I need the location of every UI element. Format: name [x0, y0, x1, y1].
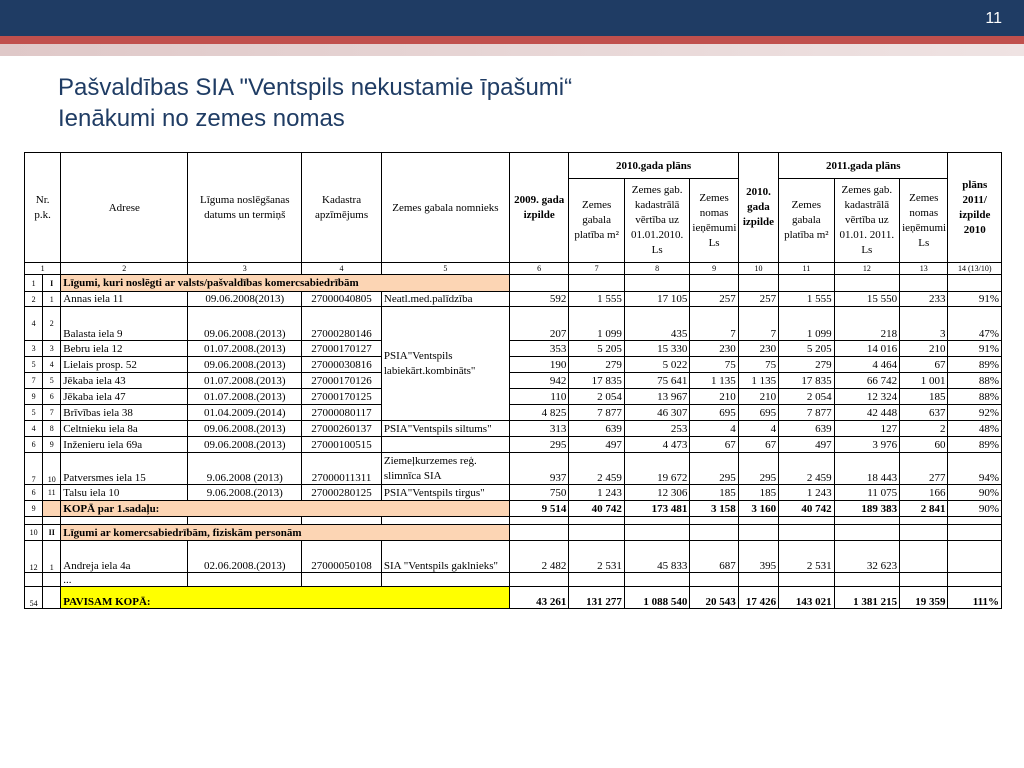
colnum: 11: [779, 263, 834, 275]
cell-kadastra: 27000260137: [302, 421, 382, 437]
cell-value: 639: [779, 421, 834, 437]
section-row-1: [25, 275, 1002, 292]
slide-title: [58, 72, 572, 134]
cell-adrese: Inženieru iela 69a: [61, 437, 188, 453]
cell-value: 17 835: [569, 373, 624, 389]
total-label: PAVISAM KOPĀ:: [61, 587, 510, 609]
cell-value: 4: [690, 421, 738, 437]
cell-kadastra: 27000170127: [302, 341, 382, 357]
accent-stripe: [0, 36, 1024, 44]
spacer-row: [25, 517, 1002, 525]
row-index: 7: [25, 373, 43, 389]
cell-value: 90%: [948, 485, 1002, 501]
cell-value: 279: [779, 357, 834, 373]
cell-value: 190: [509, 357, 568, 373]
cell-adrese: Brīvības iela 38: [61, 405, 188, 421]
cell-value: 91%: [948, 341, 1002, 357]
cell-value: 313: [509, 421, 568, 437]
cell-value: 75: [690, 357, 738, 373]
cell-value: 75 641: [624, 373, 690, 389]
cell-value: 88%: [948, 373, 1002, 389]
cell-value: 2 531: [569, 541, 624, 573]
table-row: [25, 485, 1002, 501]
subtotal-row: [25, 501, 1002, 517]
total-row: [25, 587, 1002, 609]
cell-value: 110: [509, 389, 568, 405]
cell-value: 1 555: [779, 292, 834, 307]
cell-liguma: 9.06.2008 (2013): [188, 453, 302, 485]
header-plans-ratio: plāns 2011/ izpilde 2010: [948, 153, 1002, 263]
row-index: 3: [25, 341, 43, 357]
ellipsis-text: ...: [61, 573, 188, 587]
cell-value: 639: [569, 421, 624, 437]
cell-value: 60: [900, 437, 948, 453]
cell-value: 497: [569, 437, 624, 453]
colnum: 7: [569, 263, 624, 275]
row-number: 1: [43, 541, 61, 573]
cell-value: 353: [509, 341, 568, 357]
header-nomnieks: Zemes gabala nomnieks: [381, 153, 509, 263]
cell-nomnieks: Ziemeļkurzemes reģ. slimnīca SIA: [381, 453, 509, 485]
row-index: 9: [25, 501, 43, 517]
cell-value: 15 550: [834, 292, 900, 307]
cell-value: 40 742: [779, 501, 834, 517]
colnum: 1: [25, 263, 61, 275]
cell-value: 7: [690, 307, 738, 341]
cell-value: 1 135: [690, 373, 738, 389]
cell-value: 131 277: [569, 587, 624, 609]
cell-value: 14 016: [834, 341, 900, 357]
cell-value: 18 443: [834, 453, 900, 485]
cell-kadastra: 27000030816: [302, 357, 382, 373]
cell-value: 111%: [948, 587, 1002, 609]
cell-value: 15 330: [624, 341, 690, 357]
row-index: 1: [25, 275, 43, 292]
cell-value: 185: [900, 389, 948, 405]
cell-value: 2 482: [509, 541, 568, 573]
cell-value: 13 967: [624, 389, 690, 405]
section-label: Līgumi ar komercsabiedrībām, fiziskām personām: [61, 525, 510, 541]
cell-value: 185: [738, 485, 778, 501]
table-row: [25, 373, 1002, 389]
cell-value: 435: [624, 307, 690, 341]
cell-value: 942: [509, 373, 568, 389]
cell-value: 257: [690, 292, 738, 307]
cell-nomnieks: Neatl.med.palīdzība: [381, 292, 509, 307]
table-row: [25, 421, 1002, 437]
cell-liguma: 01.04.2009.(2014): [188, 405, 302, 421]
cell-value: 19 672: [624, 453, 690, 485]
row-index: 7: [25, 453, 43, 485]
cell-value: 1 001: [900, 373, 948, 389]
cell-value: 43 261: [509, 587, 568, 609]
cell-nomnieks: [381, 437, 509, 453]
header-vertiba-2010: Zemes gab. kadastrālā vērtība uz 01.01.2010. Ls: [624, 179, 690, 263]
cell-adrese: Bebru iela 12: [61, 341, 188, 357]
column-numbers-row: [25, 263, 1002, 275]
row-number: 4: [43, 357, 61, 373]
row-number: 9: [43, 437, 61, 453]
header-row-1: [25, 153, 1002, 179]
cell-value: 210: [690, 389, 738, 405]
cell-value: 2 054: [779, 389, 834, 405]
cell-nomnieks: PSIA"Ventspils siltums": [381, 421, 509, 437]
cell-adrese: Talsu iela 10: [61, 485, 188, 501]
colnum: 3: [188, 263, 302, 275]
cell-value: 207: [509, 307, 568, 341]
cell-liguma: 09.06.2008.(2013): [188, 421, 302, 437]
cell-value: 4 473: [624, 437, 690, 453]
cell-value: 66 742: [834, 373, 900, 389]
cell-value: 143 021: [779, 587, 834, 609]
table-row: [25, 357, 1002, 373]
cell-value: 1 381 215: [834, 587, 900, 609]
cell-adrese: Celtnieku iela 8a: [61, 421, 188, 437]
cell-liguma: 09.06.2008.(2013): [188, 307, 302, 341]
cell-value: 4 464: [834, 357, 900, 373]
row-index: 5: [25, 357, 43, 373]
cell-value: 75: [738, 357, 778, 373]
cell-value: 5 205: [569, 341, 624, 357]
colnum: 12: [834, 263, 900, 275]
cell-kadastra: 27000080117: [302, 405, 382, 421]
cell-value: 40 742: [569, 501, 624, 517]
row-index: 9: [25, 389, 43, 405]
cell-value: 3: [900, 307, 948, 341]
colnum: 8: [624, 263, 690, 275]
cell-value: 295: [690, 453, 738, 485]
cell-value: 2 841: [900, 501, 948, 517]
section-label: Līgumi, kuri noslēgti ar valsts/pašvaldības komercsabiedrībām: [61, 275, 510, 292]
cell-kadastra: 27000011311: [302, 453, 382, 485]
header-adrese: Adrese: [61, 153, 188, 263]
cell-value: 395: [738, 541, 778, 573]
table-row: [25, 292, 1002, 307]
cell-value: 1 135: [738, 373, 778, 389]
cell-value: 230: [690, 341, 738, 357]
cell-value: 4: [738, 421, 778, 437]
cell-value: 127: [834, 421, 900, 437]
cell-value: 218: [834, 307, 900, 341]
cell-value: 750: [509, 485, 568, 501]
cell-adrese: Annas iela 11: [61, 292, 188, 307]
cell-value: 90%: [948, 501, 1002, 517]
cell-value: 1 243: [779, 485, 834, 501]
cell-value: 253: [624, 421, 690, 437]
cell-liguma: 01.07.2008.(2013): [188, 341, 302, 357]
cell-value: 1 099: [779, 307, 834, 341]
cell-value: 3 158: [690, 501, 738, 517]
row-number: 2: [43, 307, 61, 341]
row-index: 6: [25, 485, 43, 501]
cell-value: 189 383: [834, 501, 900, 517]
cell-nomnieks: PSIA"Ventspils tirgus": [381, 485, 509, 501]
cell-value: 687: [690, 541, 738, 573]
section-row-2: [25, 525, 1002, 541]
cell-kadastra: 27000170125: [302, 389, 382, 405]
header-izpilde-2009: 2009. gada izpilde: [509, 153, 568, 263]
cell-value: 937: [509, 453, 568, 485]
row-number: 3: [43, 341, 61, 357]
cell-value: 47%: [948, 307, 1002, 341]
colnum: 14 (13/10): [948, 263, 1002, 275]
cell-value: 185: [690, 485, 738, 501]
cell-value: 2 531: [779, 541, 834, 573]
cell-adrese: Jēkaba iela 47: [61, 389, 188, 405]
cell-value: 2 054: [569, 389, 624, 405]
cell-kadastra: 27000050108: [302, 541, 382, 573]
cell-value: 92%: [948, 405, 1002, 421]
row-number: 10: [43, 453, 61, 485]
cell-value: 48%: [948, 421, 1002, 437]
cell-value: 637: [900, 405, 948, 421]
table-row: [25, 405, 1002, 421]
row-index: 6: [25, 437, 43, 453]
accent-stripe-light: [0, 44, 1024, 56]
cell-value: 89%: [948, 357, 1002, 373]
cell-value: 166: [900, 485, 948, 501]
cell-value: 17 426: [738, 587, 778, 609]
header-ienemumi-2010: Zemes nomas ieņēmumi Ls: [690, 179, 738, 263]
cell-value: 210: [738, 389, 778, 405]
header-platiba-2011: Zemes gabala platība m²: [779, 179, 834, 263]
land-lease-table: [24, 152, 1002, 609]
header-nr: Nr. p.k.: [25, 153, 61, 263]
cell-value: 2 459: [569, 453, 624, 485]
title-line-2: Ienākumi no zemes nomas: [58, 105, 345, 132]
cell-liguma: 01.07.2008.(2013): [188, 373, 302, 389]
colnum: 9: [690, 263, 738, 275]
cell-value: 2 459: [779, 453, 834, 485]
cell-value: 9 514: [509, 501, 568, 517]
header-plans-2010: 2010.gada plāns: [569, 153, 738, 179]
cell-liguma: 9.06.2008.(2013): [188, 485, 302, 501]
cell-value: 7: [738, 307, 778, 341]
colnum: 10: [738, 263, 778, 275]
header-liguma: Līguma noslēgšanas datums un termiņš: [188, 153, 302, 263]
header-izpilde-2010: 2010. gada izpilde: [738, 153, 778, 263]
cell-value: 173 481: [624, 501, 690, 517]
colnum: 6: [509, 263, 568, 275]
cell-kadastra: 27000280146: [302, 307, 382, 341]
row-index: 4: [25, 421, 43, 437]
header-ienemumi-2011: Zemes nomas ieņēmumi Ls: [900, 179, 948, 263]
cell-adrese: Jēkaba iela 43: [61, 373, 188, 389]
cell-value: 42 448: [834, 405, 900, 421]
cell-nomnieks: SIA "Ventspils gaklnieks": [381, 541, 509, 573]
cell-value: 1 243: [569, 485, 624, 501]
cell-adrese: Andreja iela 4a: [61, 541, 188, 573]
row-number: II: [43, 525, 61, 541]
table-row: [25, 437, 1002, 453]
cell-value: 5 022: [624, 357, 690, 373]
header-kadastra: Kadastra apzīmējums: [302, 153, 382, 263]
cell-liguma: 02.06.2008.(2013): [188, 541, 302, 573]
cell-value: 1 099: [569, 307, 624, 341]
title-line-1: Pašvaldības SIA "Ventspils nekustamie īpašumi“: [58, 74, 573, 101]
slide-number: 11: [985, 10, 1002, 27]
cell-value: 20 543: [690, 587, 738, 609]
cell-value: 3 160: [738, 501, 778, 517]
cell-liguma: 09.06.2008(2013): [188, 292, 302, 307]
row-number: 6: [43, 389, 61, 405]
cell-value: 4 825: [509, 405, 568, 421]
cell-value: 94%: [948, 453, 1002, 485]
cell-value: 19 359: [900, 587, 948, 609]
cell-value: 12 306: [624, 485, 690, 501]
cell-value: 592: [509, 292, 568, 307]
cell-value: 89%: [948, 437, 1002, 453]
cell-value: 233: [900, 292, 948, 307]
row-number: 8: [43, 421, 61, 437]
cell-value: 46 307: [624, 405, 690, 421]
colnum: 13: [900, 263, 948, 275]
cell-kadastra: 27000100515: [302, 437, 382, 453]
cell-value: 210: [900, 341, 948, 357]
cell-value: 695: [690, 405, 738, 421]
cell-value: 295: [509, 437, 568, 453]
row-index: 5: [25, 405, 43, 421]
cell-value: 91%: [948, 292, 1002, 307]
table-row: [25, 389, 1002, 405]
row-number: 1: [43, 292, 61, 307]
cell-value: 497: [779, 437, 834, 453]
cell-value: 3 976: [834, 437, 900, 453]
row-index: 12: [25, 541, 43, 573]
header-platiba-2010: Zemes gabala platība m²: [569, 179, 624, 263]
cell-value: 230: [738, 341, 778, 357]
ellipsis-row: [25, 573, 1002, 587]
cell-value: 257: [738, 292, 778, 307]
subtotal-label: KOPĀ par 1.sadaļu:: [61, 501, 510, 517]
header-plans-2011: 2011.gada plāns: [779, 153, 948, 179]
cell-value: 5 205: [779, 341, 834, 357]
cell-value: 67: [690, 437, 738, 453]
cell-adrese: Lielais prosp. 52: [61, 357, 188, 373]
cell-value: 17 835: [779, 373, 834, 389]
cell-value: 7 877: [569, 405, 624, 421]
cell-adrese: Patversmes iela 15: [61, 453, 188, 485]
row-index: 2: [25, 292, 43, 307]
cell-value: 17 105: [624, 292, 690, 307]
cell-value: 1 555: [569, 292, 624, 307]
colnum: 4: [302, 263, 382, 275]
cell-value: 45 833: [624, 541, 690, 573]
cell-value: 7 877: [779, 405, 834, 421]
table-row: [25, 307, 1002, 341]
cell-value: 12 324: [834, 389, 900, 405]
cell-nomnieks-merged: PSIA"Ventspils labiekārt.kombināts": [381, 307, 509, 421]
cell-value: 67: [738, 437, 778, 453]
cell-adrese: Balasta iela 9: [61, 307, 188, 341]
colnum: 2: [61, 263, 188, 275]
cell-value: 277: [900, 453, 948, 485]
cell-liguma: 09.06.2008.(2013): [188, 357, 302, 373]
row-index: 4: [25, 307, 43, 341]
top-bar: [0, 0, 1024, 36]
cell-value: 295: [738, 453, 778, 485]
cell-value: 2: [900, 421, 948, 437]
cell-value: 695: [738, 405, 778, 421]
cell-value: 67: [900, 357, 948, 373]
row-index: 10: [25, 525, 43, 541]
row-number: 7: [43, 405, 61, 421]
cell-liguma: 09.06.2008.(2013): [188, 437, 302, 453]
cell-liguma: 01.07.2008.(2013): [188, 389, 302, 405]
header-vertiba-2011: Zemes gab. kadastrālā vērtība uz 01.01. 2011. Ls: [834, 179, 900, 263]
cell-value: 32 623: [834, 541, 900, 573]
cell-value: 279: [569, 357, 624, 373]
row-number: 11: [43, 485, 61, 501]
row-number: 5: [43, 373, 61, 389]
colnum: 5: [381, 263, 509, 275]
row-index: 54: [25, 587, 43, 609]
cell-kadastra: 27000170126: [302, 373, 382, 389]
cell-value: 88%: [948, 389, 1002, 405]
row-number: I: [43, 275, 61, 292]
table-row: [25, 541, 1002, 573]
table-row: [25, 453, 1002, 485]
cell-kadastra: 27000280125: [302, 485, 382, 501]
cell-value: 11 075: [834, 485, 900, 501]
table-row: [25, 341, 1002, 357]
cell-kadastra: 27000040805: [302, 292, 382, 307]
cell-value: 1 088 540: [624, 587, 690, 609]
